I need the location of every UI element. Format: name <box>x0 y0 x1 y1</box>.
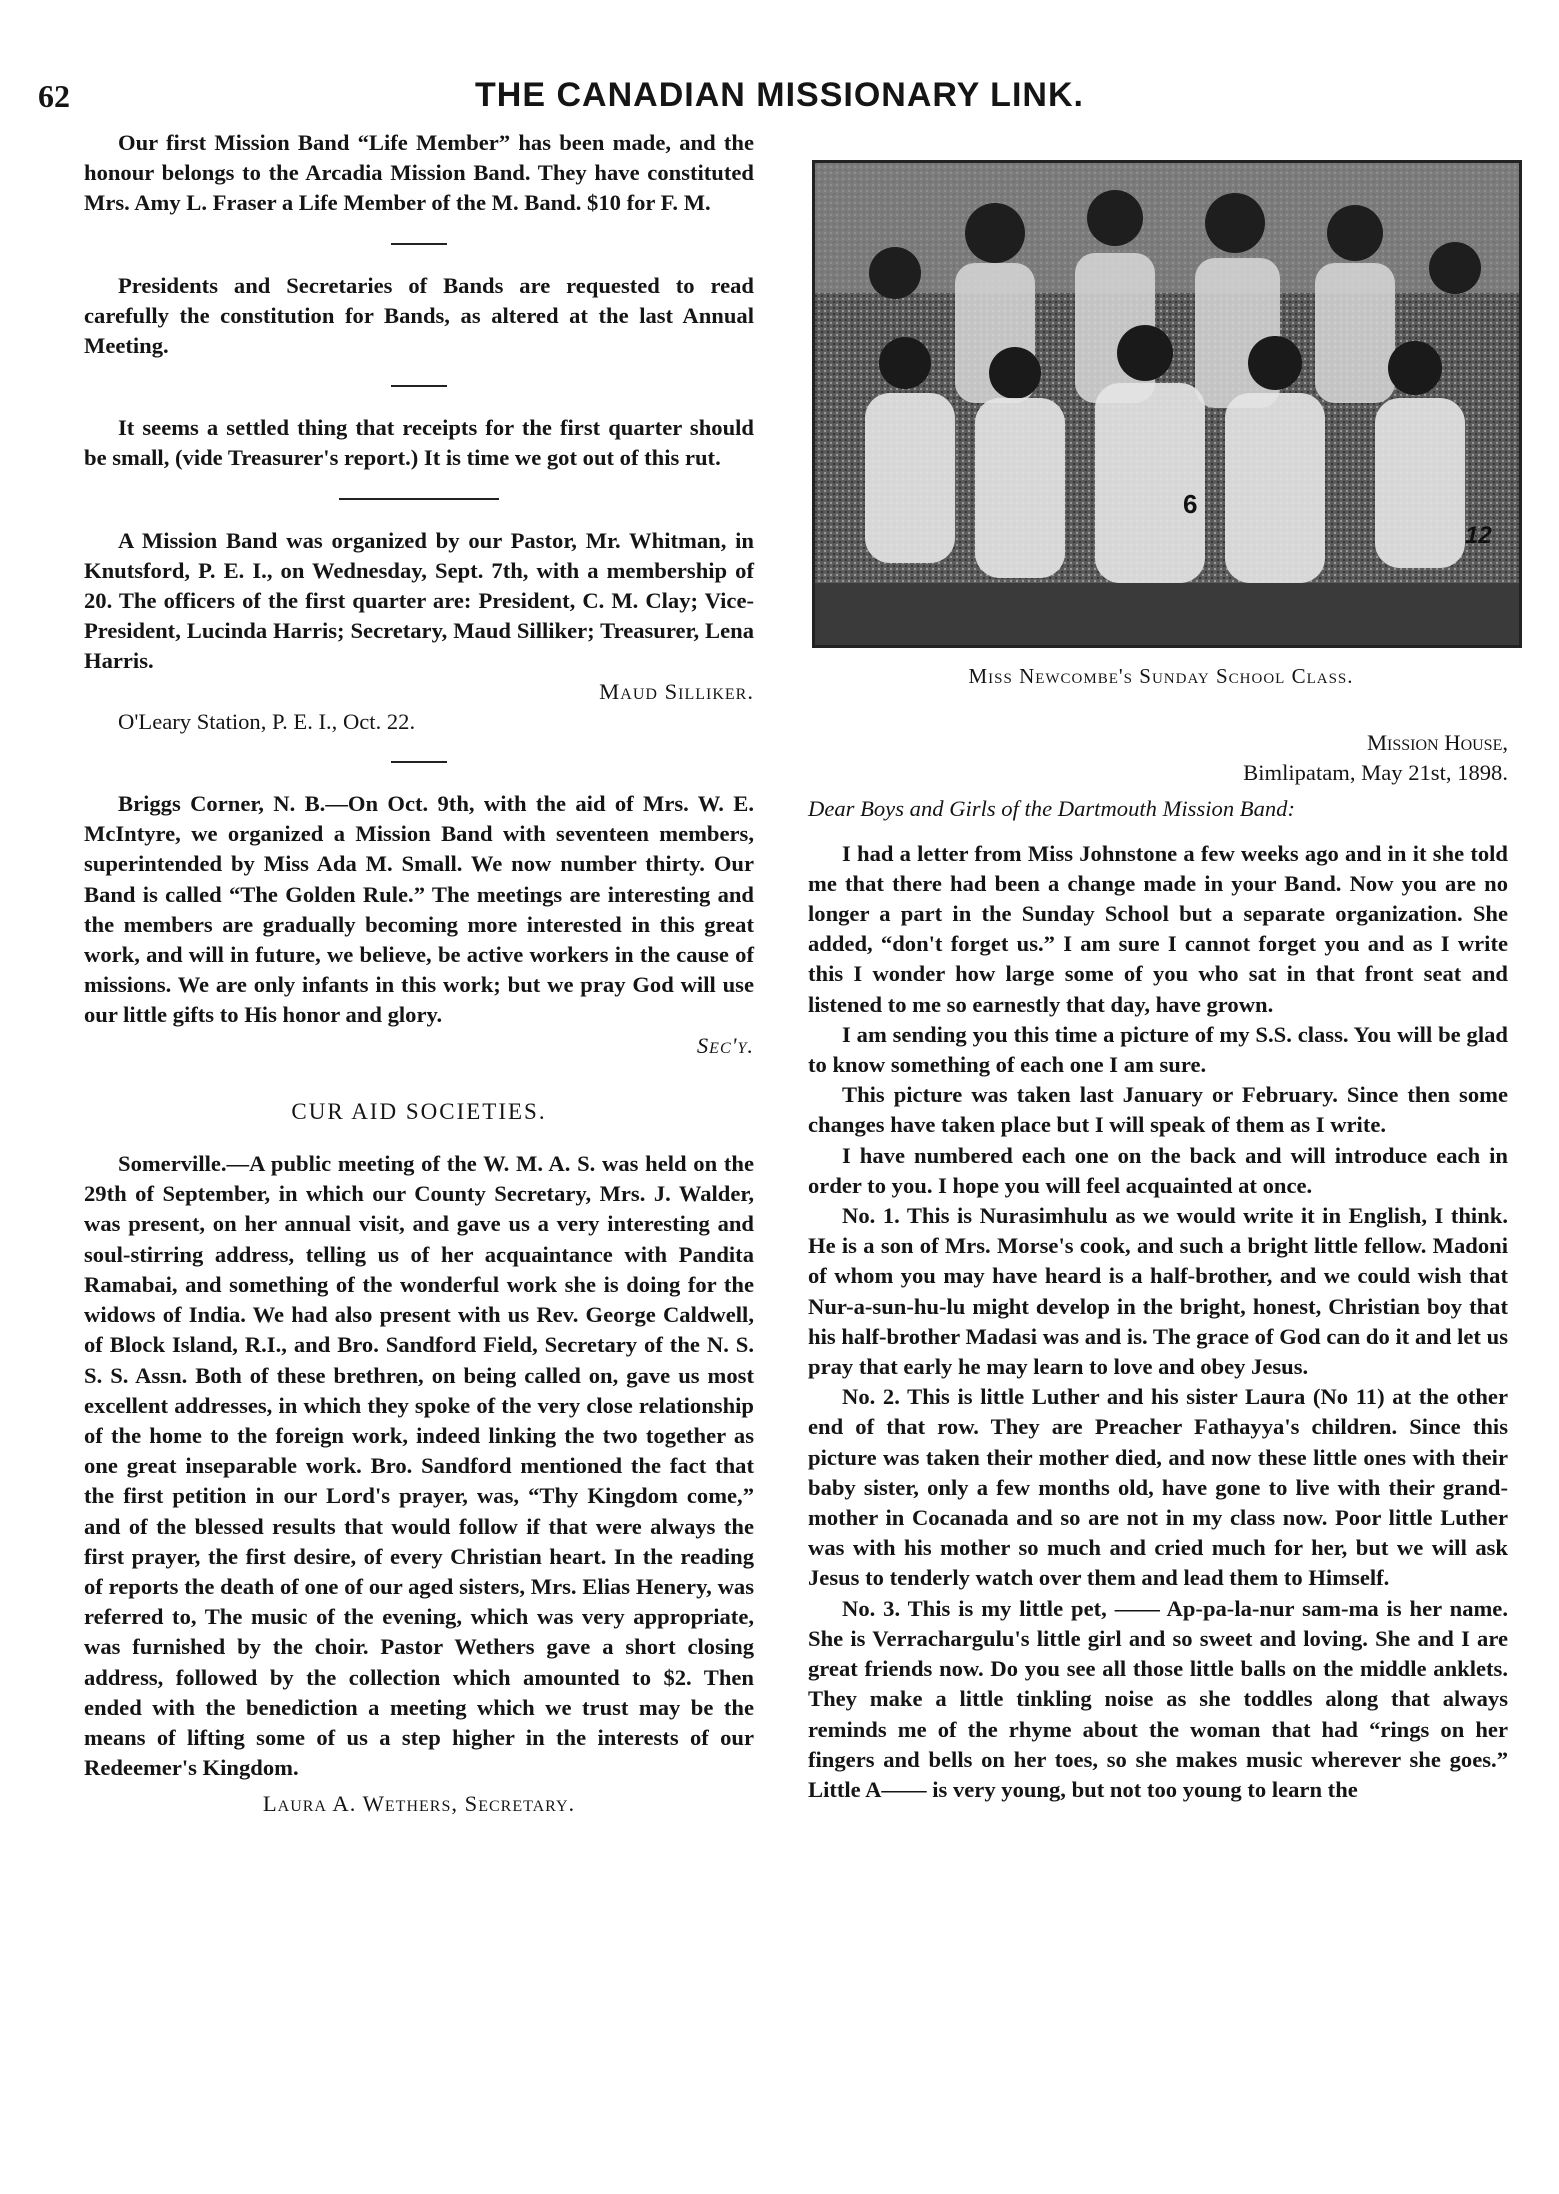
letter-paragraph-4: I have numbered each one on the back and will introduce each in order to you. I hope you will feel acquainted at once. <box>808 1142 1508 1198</box>
signature-secy: Sec'y. <box>696 1032 754 1058</box>
page-number: 62 <box>38 78 70 114</box>
class-photograph <box>812 160 1522 648</box>
paragraph-briggs: Briggs Corner, N. B.—On Oct. 9th, with the aid of Mrs. W. E. McIntyre, we organized a Mission Band with seventeen members, superintended by Miss Ada M. Small. We now number thirty. Our Band is called “The Golden Rule.” The meetings are interesting and the members are gradually becoming more interested in this great work, and will in future, we believe, be active workers in the cause of missions. We are only infants in this work; but we pray God will use our little gifts to His honor and glory. <box>84 791 754 1028</box>
letter-paragraph-2: I am sending you this time a picture of my S.S. class. You will be glad to know something of each one I am sure. <box>808 1021 1508 1078</box>
signature-maud: Maud Silliker. <box>599 678 754 704</box>
section-title: CUR AID SOCIETIES. <box>291 1098 547 1124</box>
paragraph-life-member: Our first Mission Band “Life Member” has been made, and the honour belongs to the Arcadia Mission Band. They have constituted Mrs. Amy L. Fraser a Life Member of the M. Band. $10 for F. M. <box>84 130 754 216</box>
letter-paragraph-7: No. 3. This is my little pet, —— Ap-pa-la-nur sam-ma is her name. She is Verrachargulu's little girl and so sweet and loving. She and I are great friends now. Do you see all those little balls on the middle anklets. They make a little tinkling noise as she toddles along that always reminds me of the rhyme about the woman that had “rings on her fingers and bells on her toes, so she makes music wherever she goes.” Little A—— is very young, but not too young to learn the <box>808 1595 1508 1802</box>
paragraph-knutsford: A Mission Band was organized by our Pastor, Mr. Whitman, in Knutsford, P. E. I., on Wednesday, Sept. 7th, with a membership of 20. The officers of the first quarter are: President, C. M. Clay; Vice-President, Lucinda Harris; Secretary, Maud Silliker; Treasurer, Lena Harris. <box>84 527 754 674</box>
photo-number-12: 12 <box>1465 522 1492 549</box>
place-oleary: O'Leary Station, P. E. I., Oct. 22. <box>118 708 416 734</box>
paragraph-receipts: It seems a settled thing that receipts for the first quarter should be small, (vide Treasurer's report.) It is time we got out of this rut. <box>84 415 754 471</box>
letter-paragraph-6: No. 2. This is little Luther and his sister Laura (No 11) at the other end of that row. They are Preacher Fathayya's children. Since this picture was taken their mother died, and now these little ones with their baby sister, only a few months old, have gone to live with their grand-mother in Cocanada and so are not in my class now. Poor little Luther was with his mother so much and cried much for her, but we will ask Jesus to tenderly watch over them and lead them to Himself. <box>808 1384 1508 1591</box>
letter-paragraph-3: This picture was taken last January or February. Since then some changes have taken place but I will speak of them as I write. <box>808 1082 1508 1138</box>
running-title: THE CANADIAN MISSIONARY LINK. <box>475 76 1084 114</box>
letter-paragraph-1: I had a letter from Miss Johnstone a few weeks ago and in it she told me that there had been a change made in your Band. Now you are no longer a part in the Sunday School but a separate organization. She added, “don't forget us.” I am sure I cannot forget you and as I write this I wonder how large some of you who sat in that front seat and listened to me so earnestly that day, have grown. <box>808 840 1508 1017</box>
right-column <box>808 690 1508 1805</box>
photograph-image <box>815 163 1519 645</box>
address-line-1: Mission House, <box>1366 730 1508 755</box>
paragraph-presidents: Presidents and Secretaries of Bands are requested to read carefully the constitution for Bands, as altered at the last Annual Meeting. <box>84 272 754 359</box>
letter-paragraph-5: No. 1. This is Nurasimhulu as we would write it in English, I think. He is a son of Mrs. Morse's cook, and such a bright little fellow. Madoni of whom you may have heard is a half-brother, and we could wish that Nur-a-sun-hu-lu might develop in the bright, honest, Christian boy that his half-brother Madasi was and is. The grace of God can do it and let us pray that early he may learn to love and obey Jesus. <box>808 1203 1508 1380</box>
paragraph-somerville: Somerville.—A public meeting of the W. M. A. S. was held on the 29th of September, in which our County Secretary, Mrs. J. Walder, was present, on her annual visit, and gave us a very interesting and soul-stirring address, telling us of her acquaintance with Pandita Ramabai, and something of the wonderful work she is doing for the widows of India. We had also present with us Rev. George Caldwell, of Block Island, R.I., and Bro. Sandford Field, Secretary of the N. S. S. S. Assn. Both of these brethren, on being called on, gave us most excellent addresses, in which they spoke of the very close relationship of the home to the foreign work, indeed linking the two together as one great inseparable work. Bro. Sandford mentioned the fact that the first petition in our Lord's prayer, was, “Thy Kingdom come,” and of the blessed results that would follow if that were always the first prayer, the first desire, of every Christian heart. In the reading of reports the death of one of our aged sisters, Mrs. Elias Henery, was referred to, The music of the evening, which was very appropriate, was furnished by the choir. Pastor Wethers gave a short closing address, followed by the collection which amounted to $2. Then ended with the benediction a meeting which we trust may be the means of lifting some of us a step higher in the interests of our Redeemer's Kingdom. <box>84 1151 754 1781</box>
divider <box>391 761 447 763</box>
divider <box>391 243 447 245</box>
address-line-2: Bimlipatam, May 21st, 1898. <box>1243 760 1508 786</box>
signature-laura: Laura A. Wethers, Secretary. <box>262 1791 576 1817</box>
left-column <box>84 128 754 1820</box>
photo-number-6: 6 <box>1183 489 1198 519</box>
divider <box>391 385 447 387</box>
salutation: Dear Boys and Girls of the Dartmouth Mission Band: <box>808 796 1296 822</box>
photo-caption: Miss Newcombe's Sunday School Class. <box>968 664 1354 688</box>
divider <box>339 498 499 500</box>
